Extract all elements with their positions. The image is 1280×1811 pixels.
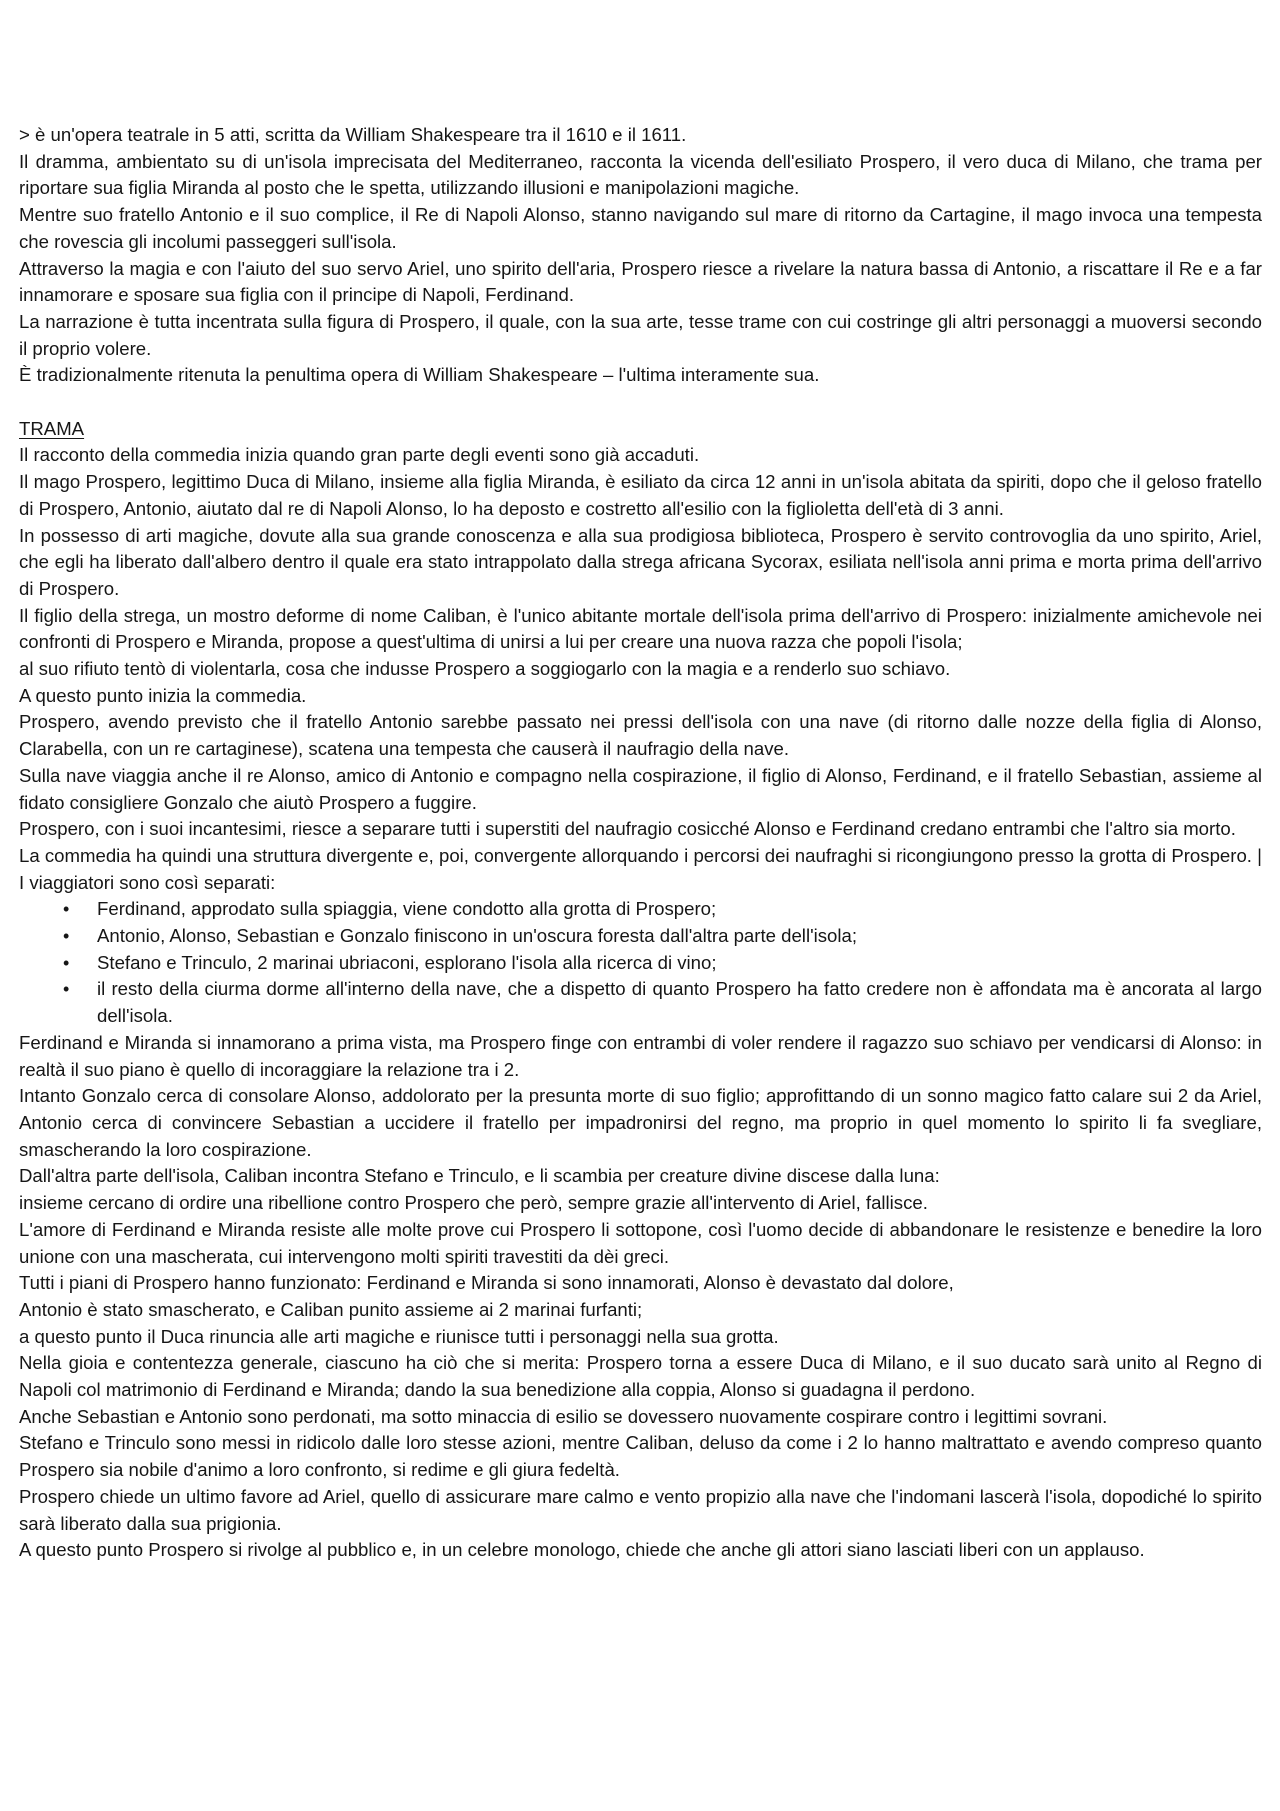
trama-paragraph: Intanto Gonzalo cerca di consolare Alonso, addolorato per la presunta morte di suo figlio; approfittando di un sonno magico fatto calare sui 2 da Ariel, Antonio cerca di convincere Sebastian a uccidere il fratello per impadronirsi del regno, ma proprio in quel momento lo spirito li fa svegliare, smascherando la loro cospirazione.: [19, 1085, 1262, 1160]
trama-paragraph: L'amore di Ferdinand e Miranda resiste alle molte prove cui Prospero li sottopone, così l'uomo decide di abbandonare le resistenze e benedire la loro unione con una mascherata, cui intervengono molti spiriti travestiti da dèi greci.: [19, 1218, 1262, 1267]
list-item: [19, 950, 1262, 977]
trama-paragraph: Il racconto della commedia inizia quando gran parte degli eventi sono già accaduti.: [19, 444, 700, 466]
intro-paragraph: È tradizionalmente ritenuta la penultima opera di William Shakespeare – l'ultima interamente sua.: [19, 364, 820, 386]
list-item: [19, 976, 1262, 1029]
trama-paragraph: Il mago Prospero, legittimo Duca di Milano, insieme alla figlia Miranda, è esiliato da circa 12 anni in un'isola abitata da spiriti, dopo che il geloso fratello di Prospero, Antonio, aiutato dal re di Napoli Alonso, lo ha deposto e costretto all'esilio con la figlioletta dell'età di 3 anni.: [19, 471, 1262, 519]
trama-paragraph: Nella gioia e contentezza generale, ciascuno ha ciò che si merita: Prospero torna a essere Duca di Milano, e il suo ducato sarà unito al Regno di Napoli col matrimonio di Ferdinand e Miranda; dando la sua benedizione alla coppia, Alonso si guadagna il perdono.: [19, 1352, 1262, 1401]
trama-paragraph: Stefano e Trinculo sono messi in ridicolo dalle loro stesse azioni, mentre Caliban, deluso da come i 2 lo hanno maltrattato e avendo compreso quanto Prospero sia nobile d'animo a loro confronto, si redime e gli giura fedeltà.: [19, 1432, 1262, 1481]
trama-paragraph: Ferdinand e Miranda si innamorano a prima vista, ma Prospero finge con entrambi di voler rendere il ragazzo suo schiavo per vendicarsi di Alonso: in realtà il suo piano è quello di incoraggiare la relazione tra i 2.: [19, 1031, 1262, 1080]
trama-section: [19, 416, 1262, 1564]
trama-paragraph: Sulla nave viaggia anche il re Alonso, amico di Antonio e compagno nella cospirazione, il figlio di Alonso, Ferdinand, e il fratello Sebastian, assieme al fidato consigliere Gonzalo che aiutò Prospero a fuggire.: [19, 764, 1262, 813]
trama-paragraph: Prospero chiede un ultimo favore ad Ariel, quello di assicurare mare calmo e vento propizio alla nave che l'indomani lascerà l'isola, dopodiché lo spirito sarà liberato dalla sua prigionia.: [19, 1485, 1262, 1534]
bullet-icon: •: [63, 952, 70, 973]
bullet-icon: •: [63, 979, 70, 1000]
intro-paragraph: Mentre suo fratello Antonio e il suo complice, il Re di Napoli Alonso, stanno navigando sul mare di ritorno da Cartagine, il mago invoca una tempesta che rovescia gli incolumi passeggeri sull'isola.: [19, 204, 1262, 252]
trama-paragraph: In possesso di arti magiche, dovute alla sua grande conoscenza e alla sua prodigiosa biblioteca, Prospero è servito controvoglia da uno spirito, Ariel, che egli ha liberato dall'albero dentro il quale era stato intrappolato dalla strega africana Sycorax, esiliata nell'isola anni prima e morta prima dell'arrivo di Prospero.: [19, 524, 1262, 599]
intro-paragraph: Attraverso la magia e con l'aiuto del suo servo Ariel, uno spirito dell'aria, Prospero riesce a rivelare la natura bassa di Antonio, a riscattare il Re e a far innamorare e sposare sua figlia con il principe di Napoli, Ferdinand.: [19, 257, 1262, 306]
travelers-list: [19, 896, 1262, 1030]
bullet-icon: •: [63, 926, 70, 947]
trama-paragraph: A questo punto inizia la commedia.: [19, 684, 307, 706]
trama-paragraph: a questo punto il Duca rinuncia alle arti magiche e riunisce tutti i personaggi nella sua grotta.: [19, 1325, 779, 1347]
list-item-text: il resto della ciurma dorme all'interno della nave, che a dispetto di quanto Prospero ha fatto credere non è affondata ma è ancorata al largo dell'isola.: [97, 978, 1262, 1027]
trama-paragraph: Dall'altra parte dell'isola, Caliban incontra Stefano e Trinculo, e li scambia per creature divine discese dalla luna:: [19, 1165, 940, 1187]
trama-paragraph: al suo rifiuto tentò di violentarla, cosa che indusse Prospero a soggiogarlo con la magia e a renderlo suo schiavo.: [19, 658, 951, 680]
bullet-icon: •: [63, 899, 70, 920]
trama-paragraph: Prospero, avendo previsto che il fratello Antonio sarebbe passato nei pressi dell'isola con una nave (di ritorno dalle nozze della figlia di Alonso, Clarabella, con un re cartaginese), scatena una tempesta che causerà il naufragio della nave.: [19, 711, 1262, 760]
intro-paragraph: > è un'opera teatrale in 5 atti, scritta da William Shakespeare tra il 1610 e il 1611.: [19, 124, 687, 145]
trama-paragraph: La commedia ha quindi una struttura divergente e, poi, convergente allorquando i percorsi dei naufraghi si ricongiungono presso la grotta di Prospero. | I viaggiatori sono così separati:: [19, 844, 1262, 893]
list-item-text: Stefano e Trinculo, 2 marinai ubriaconi, esplorano l'isola alla ricerca di vino;: [97, 951, 717, 973]
section-heading-trama: TRAMA: [19, 417, 85, 439]
intro-paragraph: La narrazione è tutta incentrata sulla figura di Prospero, il quale, con la sua arte, tesse trame con cui costringe gli altri personaggi a muoversi secondo il proprio volere.: [19, 310, 1262, 359]
trama-paragraph: insieme cercano di ordire una ribellione contro Prospero che però, sempre grazie all'intervento di Ariel, fallisce.: [19, 1192, 928, 1214]
trama-paragraph: Antonio è stato smascherato, e Caliban punito assieme ai 2 marinai furfanti;: [19, 1298, 643, 1320]
trama-paragraph: Prospero, con i suoi incantesimi, riesce a separare tutti i superstiti del naufragio cosicché Alonso e Ferdinand credano entrambi che l'altro sia morto.: [19, 818, 1236, 840]
trama-paragraph: Anche Sebastian e Antonio sono perdonati, ma sotto minaccia di esilio se dovessero nuovamente cospirare contro i legittimi sovrani.: [19, 1405, 1108, 1427]
intro-section: [19, 122, 1262, 389]
list-item: [19, 923, 1262, 950]
intro-paragraph: Il dramma, ambientato su di un'isola imprecisata del Mediterraneo, racconta la vicenda dell'esiliato Prospero, il vero duca di Milano, che trama per riportare sua figlia Miranda al posto che le spetta, utilizzando illusioni e manipolazioni magiche.: [19, 150, 1262, 199]
list-item-text: Antonio, Alonso, Sebastian e Gonzalo finiscono in un'oscura foresta dall'altra parte dell'isola;: [97, 925, 858, 947]
trama-paragraph: Il figlio della strega, un mostro deforme di nome Caliban, è l'unico abitante mortale dell'isola prima dell'arrivo di Prospero: inizialmente amichevole nei confronti di Prospero e Miranda, propose a quest'ultima di unirsi a lui per creare una nuova razza che popoli l'isola;: [19, 604, 1262, 653]
trama-paragraph: A questo punto Prospero si rivolge al pubblico e, in un celebre monologo, chiede che anche gli attori siano lasciati liberi con un applauso.: [19, 1539, 1145, 1561]
list-item: [19, 896, 1262, 923]
section-spacer: [19, 389, 1262, 416]
document-page: [19, 122, 1262, 1564]
trama-paragraph: Tutti i piani di Prospero hanno funzionato: Ferdinand e Miranda si sono innamorati, Alonso è devastato dal dolore,: [19, 1272, 954, 1294]
list-item-text: Ferdinand, approdato sulla spiaggia, viene condotto alla grotta di Prospero;: [97, 898, 717, 920]
